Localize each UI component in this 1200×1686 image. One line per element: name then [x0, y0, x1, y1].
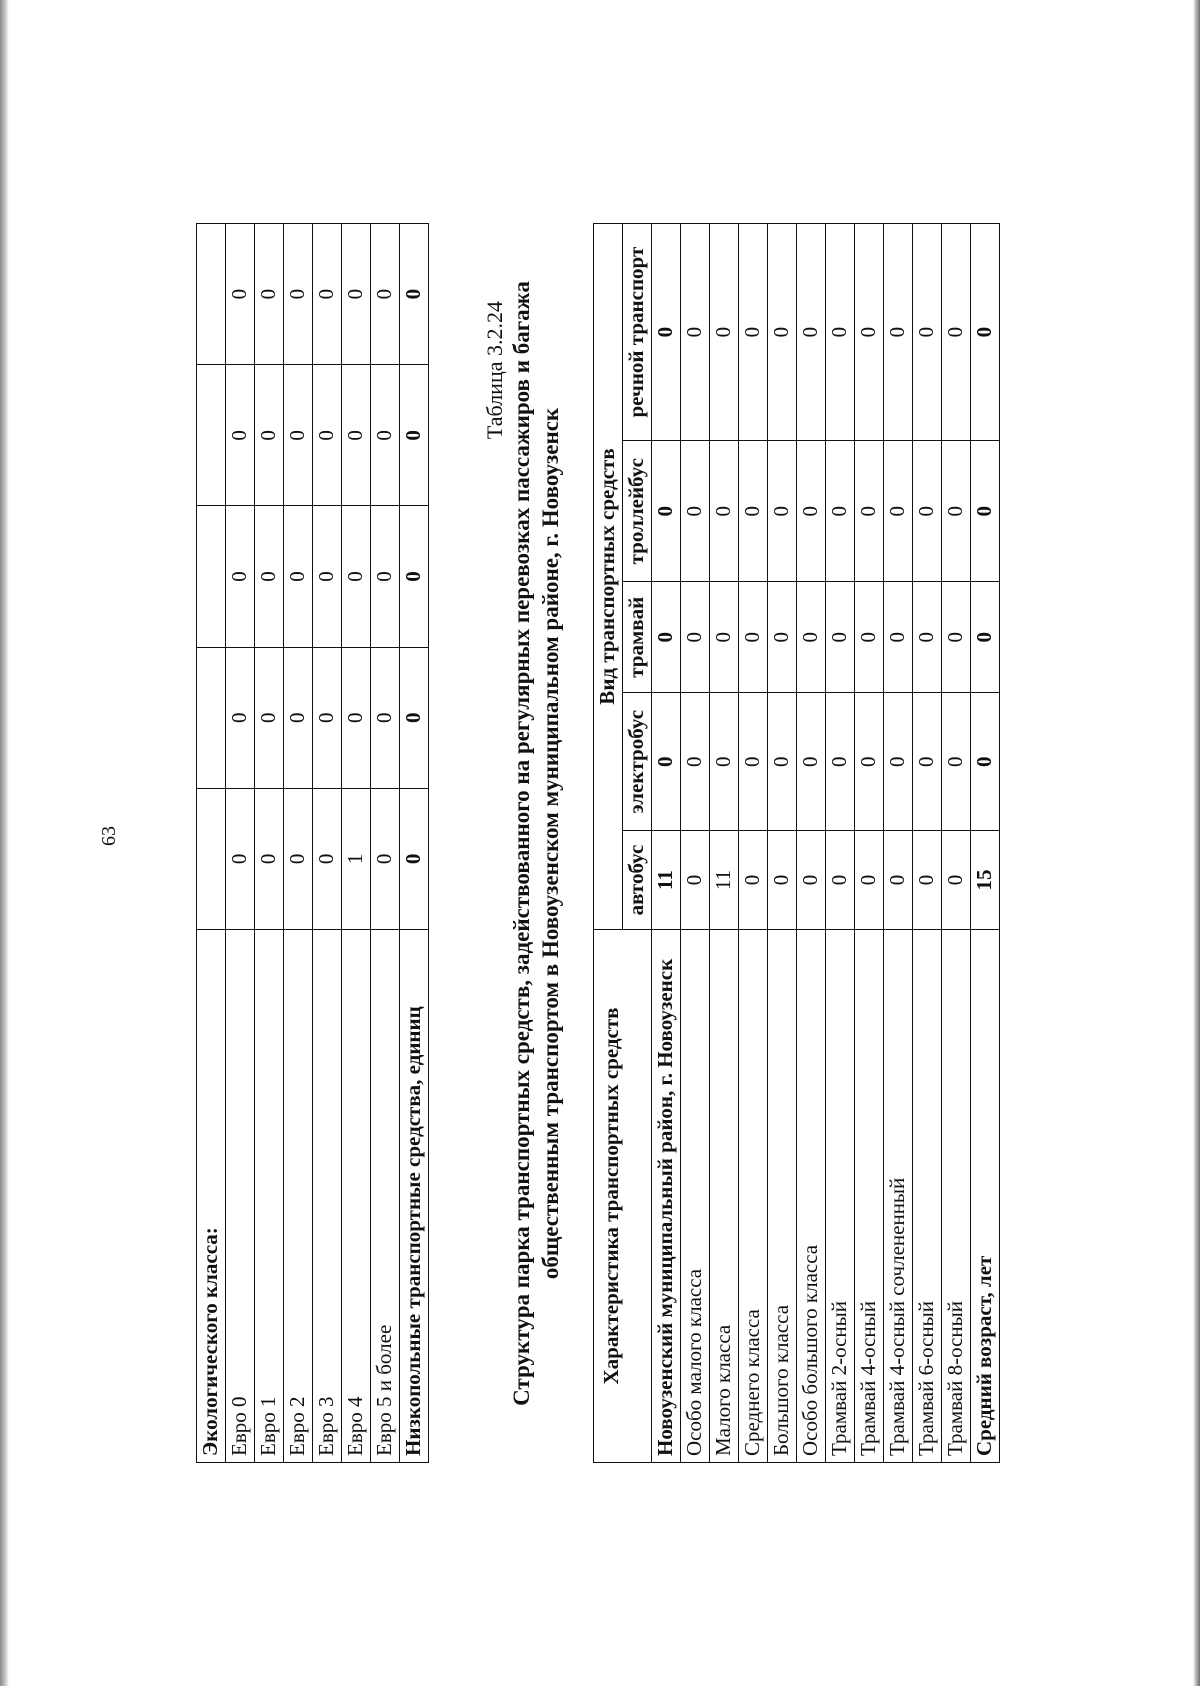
cell-value: 0 — [826, 693, 855, 831]
row-label: Евро 4 — [342, 930, 371, 1463]
cell-value: 0 — [255, 224, 284, 365]
cell-value: 0 — [226, 788, 255, 929]
cell-value: 0 — [913, 831, 942, 930]
cell-value: 0 — [652, 441, 681, 582]
cell-value: 0 — [652, 582, 681, 693]
cell-value: 0 — [797, 693, 826, 831]
cell-value: 0 — [255, 365, 284, 506]
row-label: Евро 0 — [226, 930, 255, 1463]
table-header-row — [594, 224, 623, 1463]
cell-value: 0 — [313, 788, 342, 929]
cell-value: 0 — [971, 224, 1000, 441]
cell-value: 0 — [710, 693, 739, 831]
cell-value: 0 — [884, 582, 913, 693]
cell-value: 15 — [971, 831, 1000, 930]
cell-value: 0 — [652, 693, 681, 831]
table-row — [255, 224, 284, 1463]
cell-value: 0 — [226, 224, 255, 365]
cell-value: 0 — [226, 647, 255, 788]
cell-value: 0 — [768, 224, 797, 441]
cell-value: 0 — [284, 647, 313, 788]
column-header: автобус — [623, 831, 652, 930]
row-label: Низкопольные транспортные средства, единиц — [400, 930, 429, 1463]
cell-value: 0 — [400, 506, 429, 647]
table-row — [342, 224, 371, 1463]
cell-value: 0 — [400, 365, 429, 506]
table-row — [197, 224, 226, 1463]
cell-value: 0 — [826, 224, 855, 441]
table-row — [855, 224, 884, 1463]
cell-value: 0 — [739, 693, 768, 831]
characteristic-header: Характеристика транспортных средств — [594, 930, 652, 1463]
cell-value: 0 — [884, 224, 913, 441]
table-title: Структура парка транспортных средств, задействованного на регулярных перевозках пассажиров и багажа общественным транспортом в Новоузенском муниципальном районе, г. Новоузенск — [509, 281, 563, 1406]
cell-value: 0 — [400, 224, 429, 365]
cell-value: 0 — [739, 831, 768, 930]
table-number: Таблица 3.2.24 — [482, 301, 507, 440]
row-label: Особо малого класса — [681, 930, 710, 1463]
cell-value: 0 — [255, 506, 284, 647]
fleet-structure-table — [593, 223, 1000, 1463]
cell-value: 0 — [400, 788, 429, 929]
cell-value: 0 — [342, 647, 371, 788]
table-row — [797, 224, 826, 1463]
table-row — [884, 224, 913, 1463]
table-row — [400, 224, 429, 1463]
cell-value: 0 — [826, 582, 855, 693]
cell-value: 1 — [342, 788, 371, 929]
cell-value: 0 — [681, 224, 710, 441]
cell-value: 0 — [342, 365, 371, 506]
row-label: Особо большого класса — [797, 930, 826, 1463]
table-row — [681, 224, 710, 1463]
cell-value: 0 — [313, 224, 342, 365]
cell-value: 0 — [942, 441, 971, 582]
cell-value: 0 — [826, 441, 855, 582]
cell-value: 0 — [797, 831, 826, 930]
cell-value: 0 — [255, 788, 284, 929]
row-label: Евро 5 и более — [371, 930, 400, 1463]
cell-value: 0 — [371, 224, 400, 365]
cell-value: 0 — [971, 441, 1000, 582]
table-row — [913, 224, 942, 1463]
table-row — [942, 224, 971, 1463]
cell-value: 0 — [710, 224, 739, 441]
eco-class-table — [196, 223, 429, 1463]
eco-class-header: Экологического класса: — [197, 930, 226, 1463]
cell-value: 0 — [226, 365, 255, 506]
cell-value: 0 — [942, 224, 971, 441]
cell-value: 0 — [652, 224, 681, 441]
row-label: Большого класса — [768, 930, 797, 1463]
cell-value: 0 — [768, 693, 797, 831]
row-label: Трамвай 8-осный — [942, 930, 971, 1463]
table-row — [739, 224, 768, 1463]
cell-value: 0 — [884, 831, 913, 930]
column-header: троллейбус — [623, 441, 652, 582]
cell-value: 0 — [797, 582, 826, 693]
cell-value: 0 — [913, 582, 942, 693]
cell-value: 0 — [971, 582, 1000, 693]
cell-value: 0 — [710, 582, 739, 693]
row-label: Трамвай 6-осный — [913, 930, 942, 1463]
cell-value: 0 — [313, 365, 342, 506]
cell-value: 0 — [913, 224, 942, 441]
row-label: Трамвай 4-осный сочлененный — [884, 930, 913, 1463]
table-row — [371, 224, 400, 1463]
cell-value: 0 — [681, 582, 710, 693]
cell-value: 0 — [739, 582, 768, 693]
cell-value: 0 — [284, 788, 313, 929]
row-label: Евро 1 — [255, 930, 284, 1463]
cell-value: 0 — [913, 441, 942, 582]
cell-value: 0 — [313, 647, 342, 788]
table-row — [710, 224, 739, 1463]
cell-value: 0 — [226, 506, 255, 647]
vehicle-type-header: Вид транспортных средств — [594, 224, 623, 930]
page-number: 63 — [98, 826, 120, 846]
cell-value: 0 — [371, 647, 400, 788]
cell-value: 0 — [255, 647, 284, 788]
row-label: Средний возраст, лет — [971, 930, 1000, 1463]
cell-value: 0 — [342, 224, 371, 365]
cell-value: 0 — [371, 788, 400, 929]
cell-value: 0 — [681, 693, 710, 831]
cell-value: 0 — [768, 582, 797, 693]
table-row — [826, 224, 855, 1463]
cell-value: 0 — [884, 693, 913, 831]
cell-value: 0 — [942, 693, 971, 831]
cell-value: 0 — [284, 365, 313, 506]
cell-value: 0 — [826, 831, 855, 930]
cell-value: 0 — [284, 506, 313, 647]
cell-value: 0 — [855, 693, 884, 831]
cell-value: 11 — [710, 831, 739, 930]
column-header: электробус — [623, 693, 652, 831]
cell-value: 0 — [739, 224, 768, 441]
cell-value: 0 — [400, 647, 429, 788]
table-row — [226, 224, 255, 1463]
cell-value: 0 — [681, 441, 710, 582]
cell-value: 0 — [371, 506, 400, 647]
cell-value: 0 — [313, 506, 342, 647]
row-label: Среднего класса — [739, 930, 768, 1463]
cell-value: 0 — [768, 441, 797, 582]
cell-value: 0 — [855, 441, 884, 582]
cell-value: 0 — [739, 441, 768, 582]
cell-value: 0 — [342, 506, 371, 647]
cell-value: 0 — [971, 693, 1000, 831]
cell-value: 0 — [855, 582, 884, 693]
row-label: Малого класса — [710, 930, 739, 1463]
row-label: Новоузенский муниципальный район, г. Новоузенск — [652, 930, 681, 1463]
cell-value: 0 — [371, 365, 400, 506]
cell-value: 0 — [884, 441, 913, 582]
cell-value: 0 — [855, 831, 884, 930]
cell-value: 0 — [942, 582, 971, 693]
cell-value: 0 — [681, 831, 710, 930]
cell-value: 0 — [797, 224, 826, 441]
row-label: Евро 2 — [284, 930, 313, 1463]
table-row — [313, 224, 342, 1463]
cell-value: 11 — [652, 831, 681, 930]
cell-value: 0 — [768, 831, 797, 930]
table-row — [768, 224, 797, 1463]
cell-value: 0 — [942, 831, 971, 930]
cell-value: 0 — [797, 441, 826, 582]
cell-value: 0 — [284, 224, 313, 365]
cell-value: 0 — [855, 224, 884, 441]
table-row — [971, 224, 1000, 1463]
cell-value: 0 — [913, 693, 942, 831]
column-header: трамвай — [623, 582, 652, 693]
cell-value: 0 — [710, 441, 739, 582]
row-label: Евро 3 — [313, 930, 342, 1463]
table-row — [652, 224, 681, 1463]
table-row — [284, 224, 313, 1463]
column-header: речной транспорт — [623, 224, 652, 441]
row-label: Трамвай 4-осный — [855, 930, 884, 1463]
row-label: Трамвай 2-осный — [826, 930, 855, 1463]
